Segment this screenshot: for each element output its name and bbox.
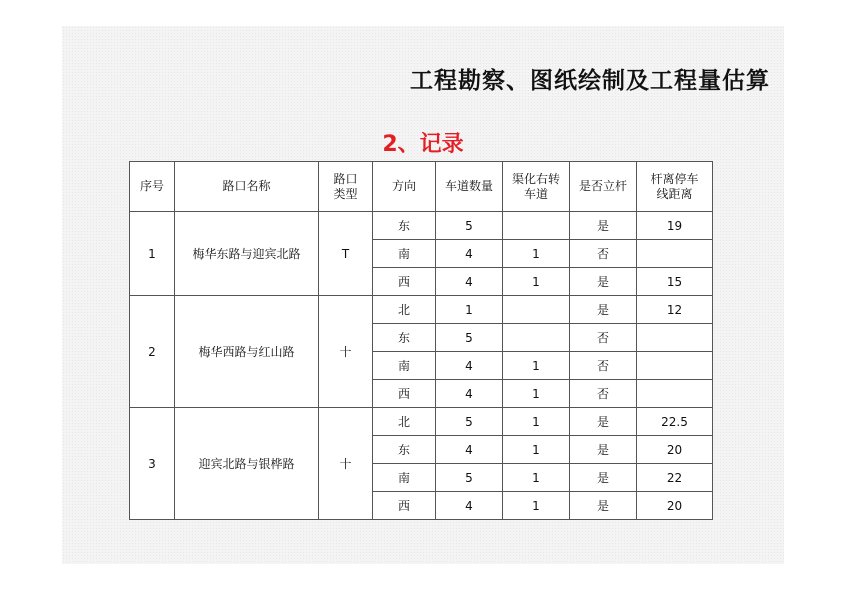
cell-right-turn [503,212,570,240]
cell-direction: 南 [373,464,436,492]
record-table [129,161,713,520]
header-turn [503,162,570,212]
header-turn-line1: 渠化右转 [511,171,560,186]
header-type-line1: 路口 [333,171,358,186]
cell-right-turn [503,296,570,324]
cell-intersection-name: 迎宾北路与银桦路 [175,408,319,520]
cell-pole: 否 [570,324,637,352]
header-direction: 方向 [373,162,436,212]
cell-lanes: 5 [436,464,503,492]
cell-lanes: 5 [436,324,503,352]
cell-lanes: 4 [436,380,503,408]
cell-intersection-name: 梅华西路与红山路 [175,296,319,408]
header-distance-line1: 杆离停车 [650,171,699,186]
cell-pole: 是 [570,408,637,436]
cell-right-turn: 1 [503,408,570,436]
cell-direction: 北 [373,408,436,436]
cell-direction: 西 [373,380,436,408]
cell-pole: 是 [570,268,637,296]
cell-distance [637,352,713,380]
cell-intersection-name: 梅华东路与迎宾北路 [175,212,319,296]
cell-lanes: 4 [436,436,503,464]
cell-direction: 西 [373,268,436,296]
cell-right-turn: 1 [503,352,570,380]
cell-distance: 22 [637,464,713,492]
cell-distance: 20 [637,492,713,520]
header-lanes: 车道数量 [436,162,503,212]
cell-intersection-type: 十 [319,296,373,408]
cell-lanes: 4 [436,352,503,380]
page-title: 工程勘察、图纸绘制及工程量估算 [410,67,770,94]
cell-distance [637,240,713,268]
cell-lanes: 5 [436,408,503,436]
cell-right-turn: 1 [503,464,570,492]
table-row [130,296,713,324]
cell-pole: 是 [570,436,637,464]
cell-right-turn: 1 [503,492,570,520]
cell-lanes: 4 [436,240,503,268]
cell-direction: 南 [373,240,436,268]
cell-distance: 20 [637,436,713,464]
cell-right-turn [503,324,570,352]
cell-index: 3 [130,408,175,520]
cell-distance: 15 [637,268,713,296]
table-header-row [130,162,713,212]
cell-direction: 北 [373,296,436,324]
cell-direction: 南 [373,352,436,380]
cell-distance [637,380,713,408]
cell-lanes: 1 [436,296,503,324]
cell-distance: 12 [637,296,713,324]
header-type [319,162,373,212]
cell-right-turn: 1 [503,380,570,408]
cell-index: 1 [130,212,175,296]
cell-lanes: 5 [436,212,503,240]
table-row [130,408,713,436]
cell-pole: 否 [570,240,637,268]
cell-right-turn: 1 [503,268,570,296]
header-pole: 是否立杆 [570,162,637,212]
cell-intersection-type: T [319,212,373,296]
cell-intersection-type: 十 [319,408,373,520]
section-subtitle: 2、记录 [382,132,464,157]
table-row [130,212,713,240]
cell-direction: 东 [373,212,436,240]
cell-right-turn: 1 [503,436,570,464]
cell-pole: 是 [570,464,637,492]
cell-lanes: 4 [436,492,503,520]
header-distance [637,162,713,212]
cell-pole: 否 [570,352,637,380]
cell-right-turn: 1 [503,240,570,268]
cell-direction: 西 [373,492,436,520]
cell-direction: 东 [373,324,436,352]
cell-pole: 是 [570,212,637,240]
header-turn-line2: 车道 [523,186,548,201]
cell-pole: 是 [570,296,637,324]
cell-lanes: 4 [436,268,503,296]
cell-direction: 东 [373,436,436,464]
cell-distance: 19 [637,212,713,240]
cell-pole: 否 [570,380,637,408]
header-index: 序号 [130,162,175,212]
cell-pole: 是 [570,492,637,520]
header-type-line2: 类型 [333,186,358,201]
cell-distance: 22.5 [637,408,713,436]
cell-index: 2 [130,296,175,408]
header-distance-line2: 线距离 [656,186,693,201]
header-name: 路口名称 [175,162,319,212]
slide [62,26,784,564]
cell-distance [637,324,713,352]
